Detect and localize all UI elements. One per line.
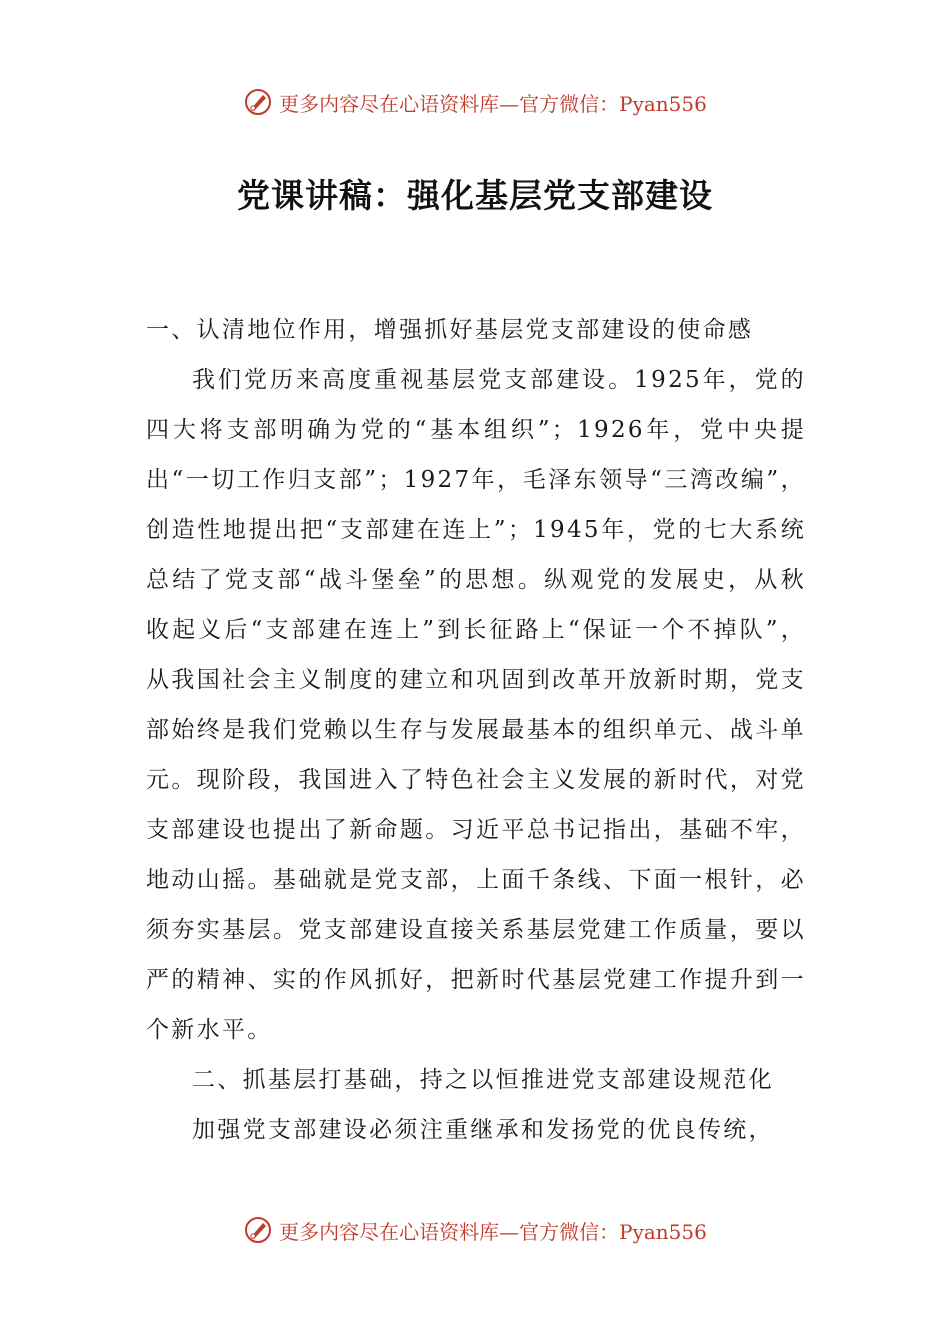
section-heading-1: 一、认清地位作用，增强抓好基层党支部建设的使命感 bbox=[146, 317, 754, 343]
body-paragraph-2: 加强党支部建设必须注重继承和发扬党的优良传统， bbox=[192, 1117, 774, 1143]
document-title: 党课讲稿：强化基层党支部建设 bbox=[237, 176, 713, 215]
header-watermark-banner bbox=[0, 84, 950, 120]
header-watermark-text: 更多内容尽在心语资料库—官方微信：Pyan556 bbox=[279, 91, 707, 116]
body-paragraph-1: 我们党历来高度重视基层党支部建设。1925年，党的四大将支部明确为党的“基本组织”；1926年，党中央提出“一切工作归支部”；1927年，毛泽东领导“三湾改编”，创造性地提出把“支部建在连上”；1945年，党的七大系统总结了党支部“战斗堡垒”的思想。纵观党的发展史，从秋收起义后“支部建在连上”到长征路上“保证一个不掉队”，从我国社会主义制度的建立和巩固到改革开放新时期，党支部始终是我们党赖以生存与发展最基本的组织单元、战斗单元。现阶段，我国进入了特色社会主义发展的新时代，对党支部建设也提出了新命题。习近平总书记指出，基础不牢，地动山摇。基础就是党支部，上面千条线、下面一根针，必须夯实基层。党支部建设直接关系基层党建工作质量，要以严的精神、实的作风抓好，把新时代基层党建工作提升到一个新水平。 bbox=[146, 367, 806, 1043]
footer-watermark-text: 更多内容尽在心语资料库—官方微信：Pyan556 bbox=[279, 1219, 707, 1244]
pen-nib-logo-icon bbox=[243, 87, 273, 117]
document-body bbox=[146, 305, 806, 1155]
footer-watermark-banner bbox=[0, 1212, 950, 1248]
section-heading-2: 二、抓基层打基础，持之以恒推进党支部建设规范化 bbox=[192, 1067, 774, 1093]
pen-nib-logo-icon bbox=[243, 1215, 273, 1245]
